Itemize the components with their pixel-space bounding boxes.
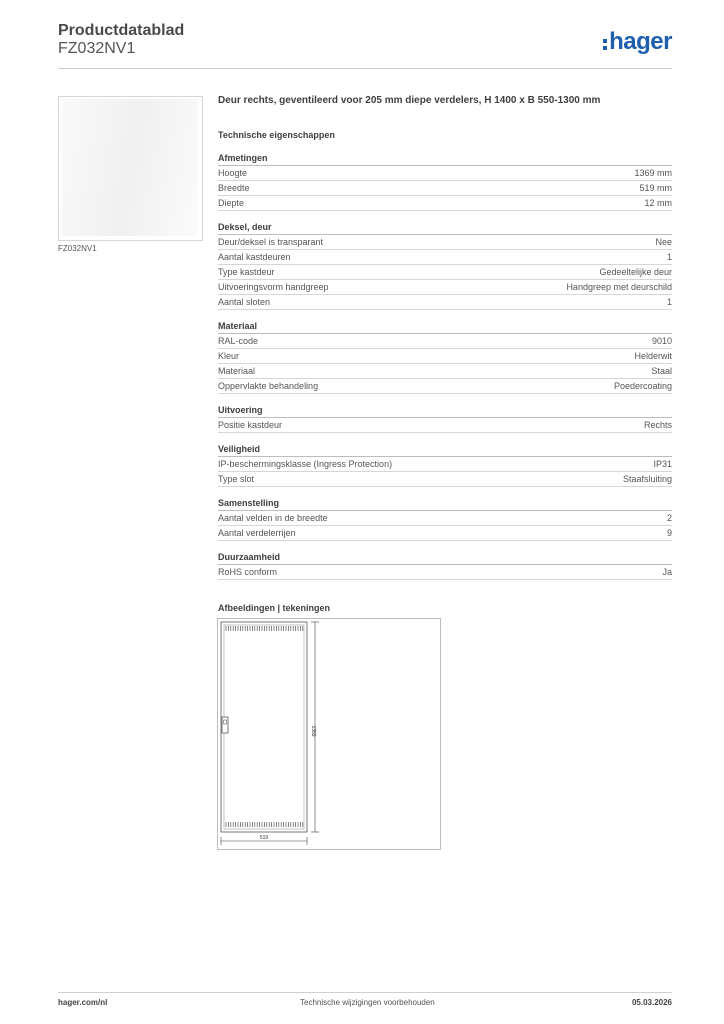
spec-row bbox=[218, 181, 672, 196]
spec-row bbox=[218, 511, 672, 526]
spec-group bbox=[218, 497, 672, 541]
spec-row bbox=[218, 472, 672, 487]
spec-label: Positie kastdeur bbox=[218, 420, 283, 430]
spec-label: Uitvoeringsvorm handgreep bbox=[218, 282, 329, 292]
spec-groups bbox=[218, 152, 672, 580]
spec-value: IP31 bbox=[653, 459, 672, 469]
door-drawing-svg bbox=[218, 619, 440, 849]
spec-row bbox=[218, 349, 672, 364]
spec-value: 519 mm bbox=[639, 183, 672, 193]
spec-value: 9010 bbox=[651, 336, 672, 346]
spec-row bbox=[218, 250, 672, 265]
spec-label: Materiaal bbox=[218, 366, 256, 376]
spec-value: Staal bbox=[651, 366, 672, 376]
logo-dots-icon bbox=[603, 39, 607, 50]
spec-label: IP-beschermingsklasse (Ingress Protection) bbox=[218, 459, 393, 469]
spec-value: Poedercoating bbox=[613, 381, 672, 391]
spec-label: Deur/deksel is transparant bbox=[218, 237, 324, 247]
spec-group bbox=[218, 221, 672, 310]
spec-group-title: Duurzaamheid bbox=[218, 551, 672, 565]
spec-label: Aantal velden in de breedte bbox=[218, 513, 328, 523]
spec-label: Hoogte bbox=[218, 168, 248, 178]
product-code: FZ032NV1 bbox=[58, 40, 136, 57]
spec-group bbox=[218, 320, 672, 394]
spec-value: Gedeeltelijke deur bbox=[599, 267, 672, 277]
spec-group bbox=[218, 404, 672, 433]
product-thumbnail bbox=[58, 96, 203, 241]
width-dimension-label: 519 bbox=[259, 835, 269, 841]
spec-group-title: Deksel, deur bbox=[218, 221, 672, 235]
hager-logo bbox=[603, 28, 672, 56]
spec-group-title: Samenstelling bbox=[218, 497, 672, 511]
spec-label: Type slot bbox=[218, 474, 255, 484]
product-description: Deur rechts, geventileerd voor 205 mm diepe verdelers, H 1400 x B 550-1300 mm bbox=[218, 95, 601, 106]
technical-drawing bbox=[217, 618, 441, 850]
images-section-title: Afbeeldingen | tekeningen bbox=[218, 603, 331, 613]
logo-text: hager bbox=[609, 28, 672, 55]
spec-value: Staafsluiting bbox=[622, 474, 672, 484]
height-dimension-label: 1369 bbox=[310, 725, 316, 737]
spec-row bbox=[218, 265, 672, 280]
spec-label: RoHS conform bbox=[218, 567, 278, 577]
door-inner-outline bbox=[224, 625, 304, 829]
spec-group-title: Afmetingen bbox=[218, 152, 672, 166]
spec-group-title: Materiaal bbox=[218, 320, 672, 334]
door-outline bbox=[221, 622, 307, 832]
spec-label: Aantal kastdeuren bbox=[218, 252, 291, 262]
thumbnail-caption: FZ032NV1 bbox=[58, 244, 97, 253]
spec-row bbox=[218, 379, 672, 394]
spec-row bbox=[218, 565, 672, 580]
spec-row bbox=[218, 526, 672, 541]
footer-date: 05.03.2026 bbox=[631, 998, 672, 1007]
spec-value: Rechts bbox=[643, 420, 672, 430]
spec-value: 1369 mm bbox=[634, 168, 672, 178]
spec-label: Diepte bbox=[218, 198, 245, 208]
bottom-vents bbox=[226, 822, 303, 827]
spec-row bbox=[218, 457, 672, 472]
spec-group-title: Veiligheid bbox=[218, 443, 672, 457]
spec-value: Nee bbox=[655, 237, 672, 247]
spec-group-title: Uitvoering bbox=[218, 404, 672, 418]
footer-disclaimer: Technische wijzigingen voorbehouden bbox=[300, 998, 435, 1007]
handle-icon bbox=[222, 717, 228, 733]
spec-label: Breedte bbox=[218, 183, 250, 193]
door-image bbox=[61, 99, 198, 236]
spec-group bbox=[218, 443, 672, 487]
spec-row bbox=[218, 280, 672, 295]
spec-value: Handgreep met deurschild bbox=[566, 282, 672, 292]
spec-value: 12 mm bbox=[644, 198, 672, 208]
footer-website: hager.com/nl bbox=[58, 998, 108, 1007]
spec-content bbox=[218, 93, 672, 614]
tech-section-title: Technische eigenschappen bbox=[218, 130, 335, 140]
spec-group bbox=[218, 152, 672, 211]
spec-row bbox=[218, 235, 672, 250]
spec-value: 1 bbox=[666, 252, 672, 262]
spec-row bbox=[218, 196, 672, 211]
spec-label: RAL-code bbox=[218, 336, 259, 346]
document-title: Productdatablad bbox=[58, 22, 185, 39]
spec-row bbox=[218, 364, 672, 379]
spec-value: 2 bbox=[666, 513, 672, 523]
spec-row bbox=[218, 418, 672, 433]
footer-divider bbox=[58, 992, 672, 993]
spec-group bbox=[218, 551, 672, 580]
spec-value: 9 bbox=[666, 528, 672, 538]
spec-row bbox=[218, 295, 672, 310]
spec-value: Ja bbox=[662, 567, 672, 577]
spec-label: Type kastdeur bbox=[218, 267, 275, 277]
spec-value: 1 bbox=[666, 297, 672, 307]
top-vents bbox=[226, 626, 303, 631]
spec-row bbox=[218, 166, 672, 181]
header-divider bbox=[58, 68, 672, 69]
spec-row bbox=[218, 334, 672, 349]
spec-label: Aantal verdelerrijen bbox=[218, 528, 296, 538]
spec-label: Kleur bbox=[218, 351, 240, 361]
spec-label: Aantal sloten bbox=[218, 297, 271, 307]
spec-value: Helderwit bbox=[634, 351, 672, 361]
spec-label: Oppervlakte behandeling bbox=[218, 381, 319, 391]
